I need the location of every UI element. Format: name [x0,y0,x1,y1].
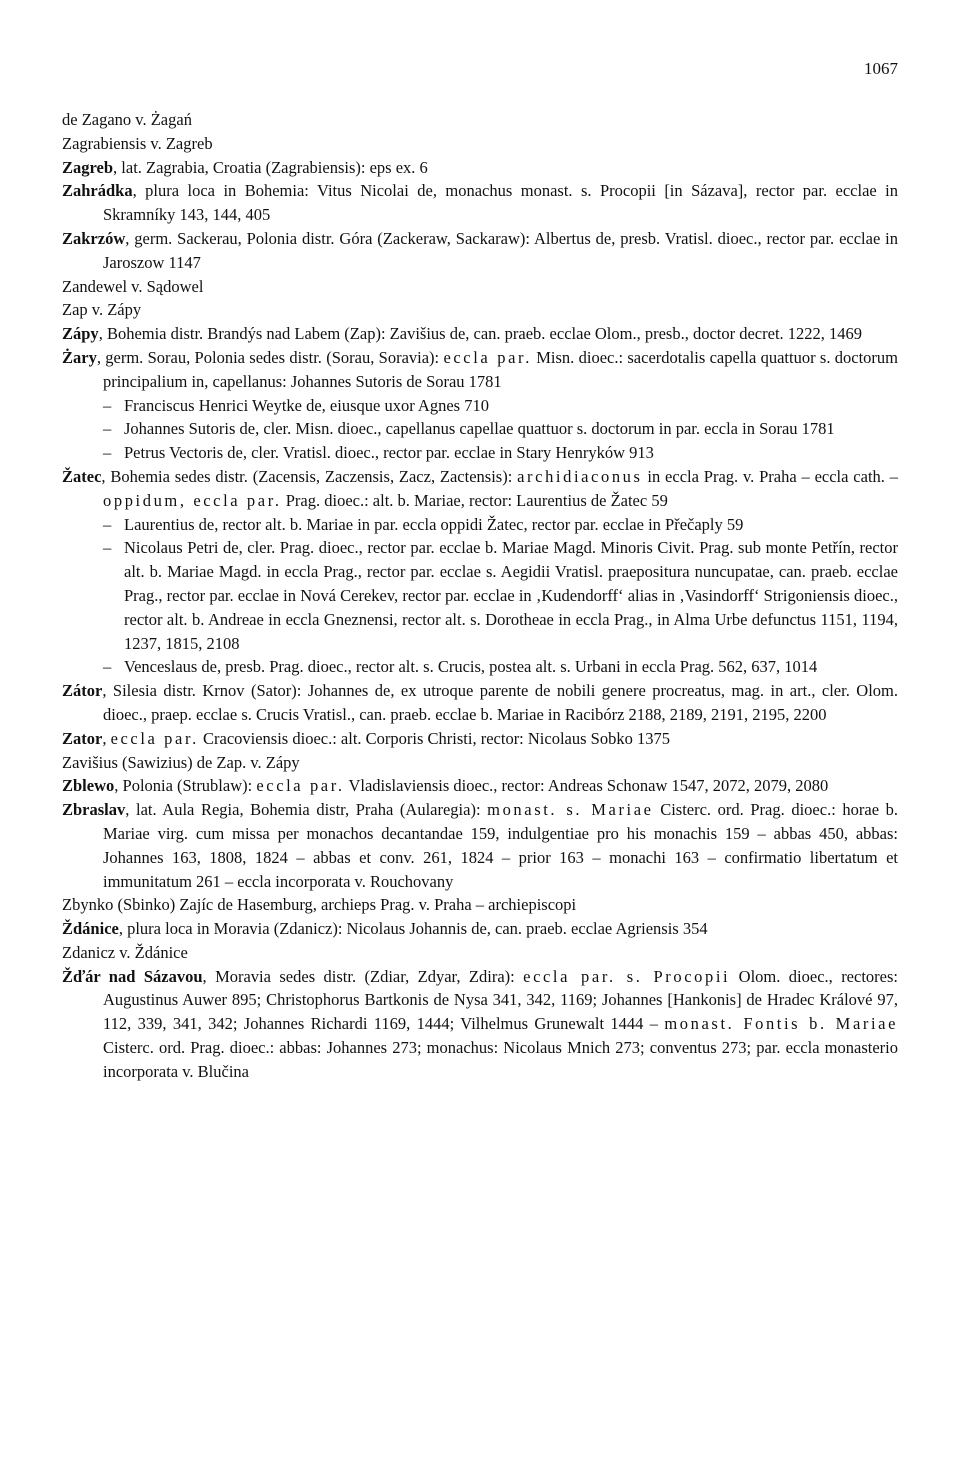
entry-text: Cisterc. ord. Prag. dioec.: horae b. Mariae virg. cum missa per monachos decantandae 159, indulgentiae pro his monachis 159 – abbas 450, abbas: Johannes 163, 1808, 1824 – abbas et conv. 261, 1824 – prior 163 – monachi 163 – confirmatio libertatum et immunitatum 261 – eccla incorporata v. Rouchovany [103,800,898,891]
index-subentry [62,513,898,537]
index-entry [62,465,898,513]
index-body [62,108,898,1084]
subentry-dash: – [103,419,112,439]
index-entry [62,322,898,346]
entry-text: , Bohemia distr. Brandýs nad Labem (Zap): Zavišius de, can. praeb. ecclae Olom., presb., doctor decret. 1222, 1469 [98,324,863,344]
index-entry [62,108,898,132]
entry-text: , Bohemia sedes distr. (Zacensis, Zaczensis, Zacz, Zactensis): [101,466,518,486]
spaced-term: oppidum, eccla par. [103,490,282,510]
entry-headword: Żary [62,347,97,367]
entry-text: Nicolaus Petri de, cler. Prag. dioec., rector par. ecclae b. Mariae Magd. Minoris Civit. Prag. sub monte Petřín, rector alt. b. Mariae Magd. in eccla Prag., rector par. ecclae s. Aegidii Vratisl. praepositura nuncupatae, can. praeb. ecclae Prag., rector par. ecclae in Nová Cerekev, rector par. ecclae in ‚Kudendorff‘ alias in ‚Vasindorff‘ Strigoniensis dioec., rector alt. b. Andreae in eccla Gneznensi, rector alt. s. Dorotheae in eccla Prag., in Alma Urbe defunctus 1151, 1194, 1237, 1815, 2108 [124,538,898,653]
subentry-dash: – [103,657,112,677]
entry-text: Franciscus Henrici Weytke de, eiusque uxor Agnes 710 [124,395,489,415]
spaced-term: eccla par. s. Procopii [523,966,731,986]
spaced-term: archidiaconus [517,466,643,486]
entry-text: , Polonia (Strublaw): [114,776,257,796]
entry-headword: Zblewo [62,776,115,796]
entry-text: Zap v. Zápy [62,300,142,320]
entry-headword: Zbraslav [62,800,126,820]
spaced-term: eccla par. [256,776,345,796]
entry-text: Cracoviensis dioec.: alt. Corporis Christi, rector: Nicolaus Sobko 1375 [198,728,670,748]
entry-text: , lat. Aula Regia, Bohemia distr, Praha (Aularegia): [125,800,488,820]
subentry-dash: – [103,395,112,415]
index-entry [62,893,898,917]
entry-text: Olom. dioec., rectores: Augustinus Auwer 895; Christophorus Bartkonis de Nysa 341, 342, 1169; Johannes [Hankonis] de Hradec Králové 97, 112, 339, 341, 342; Johannes Richardi 1169, 1444; Vilhelmus Grunewalt 1444 – [103,966,898,1034]
page-number: 1067 [864,59,898,78]
entry-text: Johannes Sutoris de, cler. Misn. dioec., capellanus capellae quattuor s. doctorum in par. eccla in Sorau 1781 [124,419,835,439]
spaced-term: monast. s. Mariae [487,800,654,820]
entry-text: , lat. Zagrabia, Croatia (Zagrabiensis): eps ex. 6 [113,157,428,177]
subentry-dash: – [103,443,112,463]
entry-text: Zandewel v. Sądowel [62,276,204,296]
index-entry [62,798,898,893]
index-entry [62,298,898,322]
entry-headword: Zakrzów [62,228,126,248]
entry-text: , Moravia sedes distr. (Zdiar, Zdyar, Zdira): [202,966,524,986]
entry-text: Zdanicz v. Ždánice [62,942,188,962]
index-entry [62,156,898,180]
index-entry [62,965,898,1084]
entry-text: Zagrabiensis v. Zagreb [62,133,213,153]
index-entry [62,227,898,275]
index-subentry [62,655,898,679]
entry-text: Vladislaviensis dioec., rector: Andreas Schonaw 1547, 2072, 2079, 2080 [344,776,829,796]
index-entry [62,917,898,941]
entry-text: Zavišius (Sawizius) de Zap. v. Zápy [62,752,300,772]
entry-headword: Zahrádka [62,181,133,201]
index-subentry [62,394,898,418]
spaced-term: eccla par. [110,728,199,748]
entry-text: in eccla Prag. v. Praha – eccla cath. – [642,466,898,486]
entry-text: Laurentius de, rector alt. b. Mariae in par. eccla oppidi Žatec, rector par. ecclae in Přečaply 59 [124,514,744,534]
index-subentry [62,536,898,655]
index-entry [62,774,898,798]
entry-text: , Silesia distr. Krnov (Sator): Johannes de, ex utroque parente de nobili genere procreatus, mag. in art., cler. Olom. dioec., praep. ecclae s. Crucis Vratisl., can. praeb. ecclae b. Mariae in Racibórz 2188, 2189, 2191, 2195, 2200 [102,681,898,724]
entry-text: Misn. dioec.: sacerdotalis capella quattuor s. doctorum principalium in, capellanus: Johannes Sutoris de Sorau 1781 [103,347,899,391]
spaced-term: monast. Fontis b. Mariae [664,1014,898,1034]
entry-headword: Žatec [62,466,102,486]
entry-text: Petrus Vectoris de, cler. Vratisl. dioec., rector par. ecclae in Stary Henryków 913 [124,443,654,463]
subentry-dash: – [103,538,112,558]
entry-text: de Zagano v. Żagań [62,110,192,129]
entry-headword: Zator [62,728,103,748]
spaced-term: eccla par. [443,347,532,367]
index-entry [62,346,898,394]
index-entry [62,132,898,156]
entry-headword: Ždánice [62,919,119,939]
entry-text: , germ. Sackerau, Polonia distr. Góra (Zackeraw, Sackaraw): Albertus de, presb. Vratisl. dioec., rector par. ecclae in Jaroszow 1147 [103,228,898,272]
entry-text: Cisterc. ord. Prag. dioec.: abbas: Johannes 273; monachus: Nicolaus Mnich 273; conventus 273; par. eccla monasterio incorporata v. Blučina [103,1038,898,1081]
index-entry [62,941,898,965]
index-subentry [62,441,898,465]
index-entry [62,679,898,727]
entry-headword: Zátor [62,681,103,701]
index-entry [62,275,898,299]
entry-text: , plura loca in Bohemia: Vitus Nicolai de, monachus monast. s. Procopii [in Sázava], rector par. ecclae in Skramníky 143, 144, 405 [103,181,898,225]
entry-headword: Zápy [62,324,99,344]
entry-text: Zbynko (Sbinko) Zajíc de Hasemburg, archieps Prag. v. Praha – archiepiscopi [62,895,577,915]
entry-text: , [102,728,111,748]
subentry-dash: – [103,514,112,534]
entry-text: Venceslaus de, presb. Prag. dioec., rector alt. s. Crucis, postea alt. s. Urbani in eccla Prag. 562, 637, 1014 [124,657,818,677]
index-entry [62,727,898,751]
entry-text: , plura loca in Moravia (Zdanicz): Nicolaus Johannis de, can. praeb. ecclae Agriensis 354 [118,919,708,939]
index-entry [62,179,898,227]
entry-text: Prag. dioec.: alt. b. Mariae, rector: Laurentius de Žatec 59 [281,490,668,510]
entry-headword: Žďár nad Sázavou [62,966,203,986]
entry-headword: Zagreb [62,157,114,177]
entry-text: , germ. Sorau, Polonia sedes distr. (Sorau, Soravia): [96,347,444,367]
index-subentry [62,417,898,441]
index-entry [62,751,898,775]
